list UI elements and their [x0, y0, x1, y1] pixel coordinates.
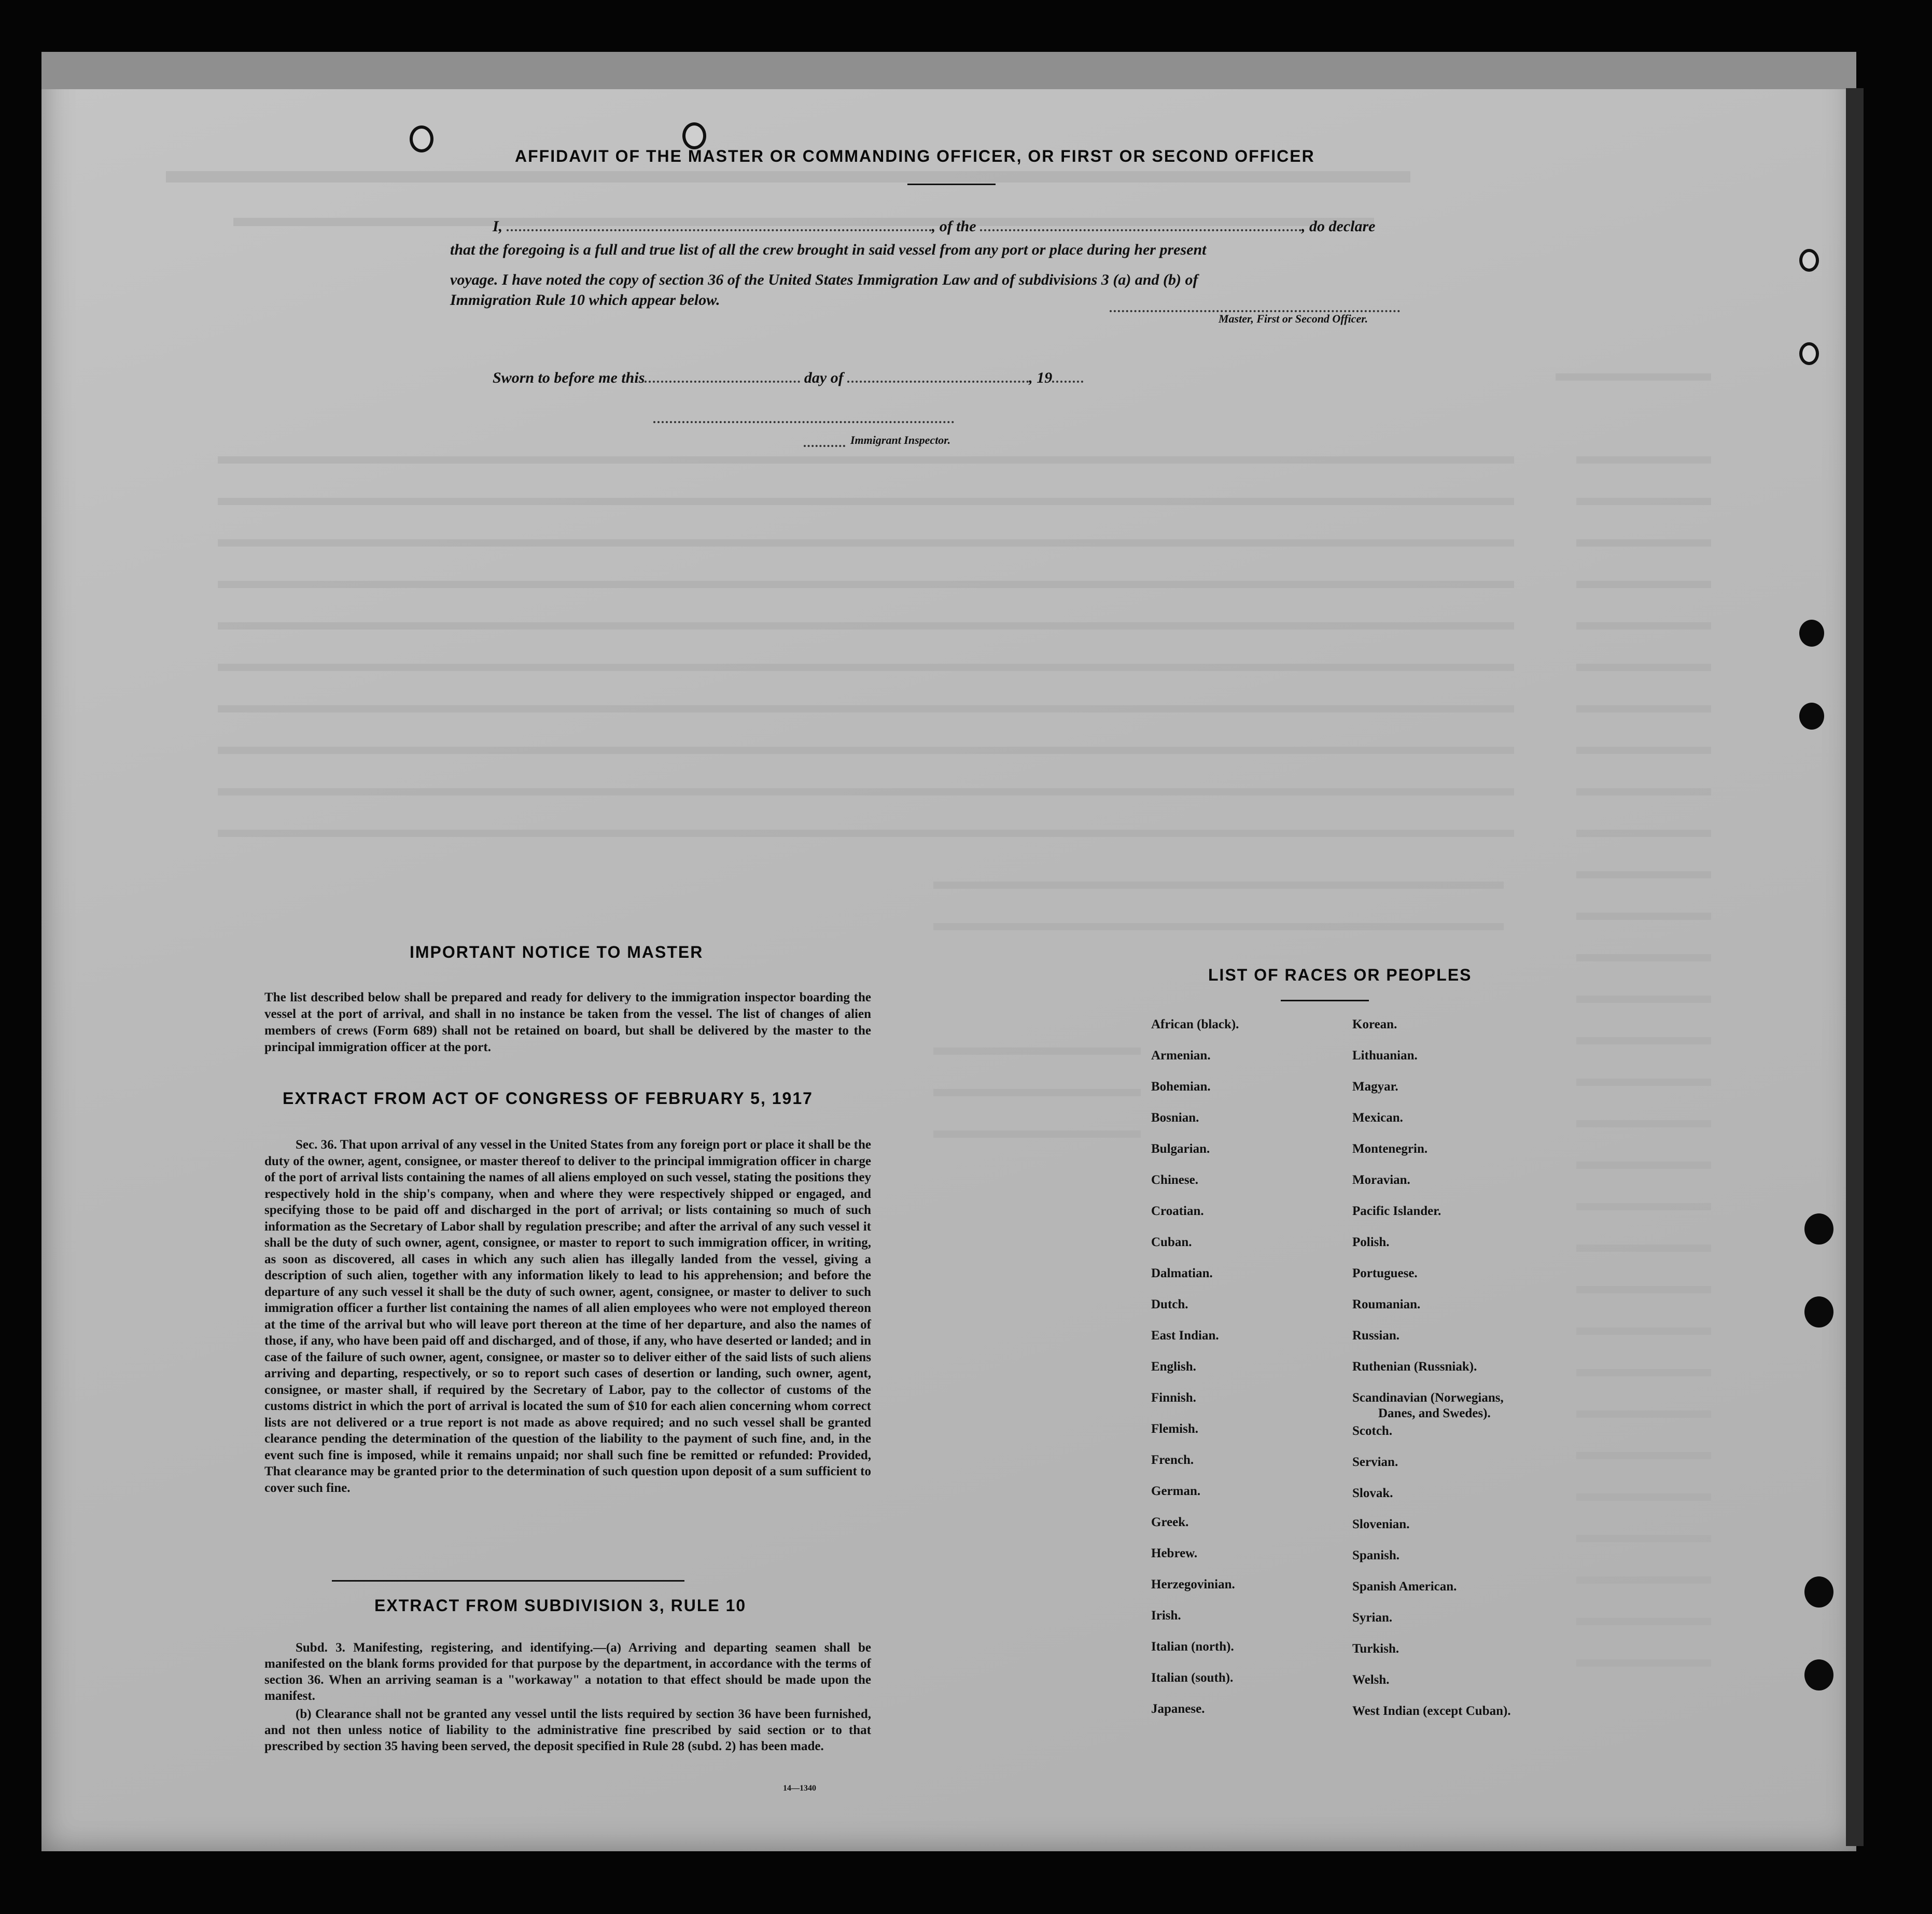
race-item: Korean. [1352, 1017, 1397, 1031]
race-item: French. [1151, 1453, 1194, 1467]
affidavit-declaration-line1 [493, 218, 1375, 235]
sworn-year-field[interactable] [1052, 381, 1083, 383]
race-item: Spanish American. [1352, 1580, 1457, 1594]
sworn-year: , 19 [1029, 369, 1053, 386]
race-item: Finnish. [1151, 1391, 1196, 1405]
punch-hole [1804, 1213, 1833, 1245]
sheet-right-edge [1846, 88, 1864, 1846]
race-item: Croatian. [1151, 1204, 1204, 1218]
race-item: East Indian. [1151, 1329, 1219, 1343]
race-item: Herzegovinian. [1151, 1577, 1235, 1591]
notice-text: The list described below shall be prepared and ready for delivery to the immigration inspector boarding the vessel at the port of arrival, and shall in no instance be taken from the vessel. The list of changes of alien members of crews (Form 689) shall not be retained on board, but shall be delivered by the master to the principal immigration officer at the port. [264, 990, 871, 1054]
race-item: Montenegrin. [1352, 1142, 1428, 1156]
race-item: Hebrew. [1151, 1546, 1198, 1560]
race-item: Russian. [1352, 1329, 1400, 1343]
punch-hole [410, 125, 433, 152]
race-item: Magyar. [1352, 1080, 1398, 1094]
act-extract-title: EXTRACT FROM ACT OF CONGRESS OF FEBRUARY 5, 1917 [283, 1089, 813, 1108]
race-item: German. [1151, 1484, 1201, 1498]
race-item: Mexican. [1352, 1111, 1403, 1125]
race-item: Bosnian. [1151, 1111, 1199, 1125]
inspector-signature-line-lead [804, 445, 845, 447]
declare-i: I, [493, 218, 503, 235]
race-item: Lithuanian. [1352, 1049, 1418, 1063]
race-item: Cuban. [1151, 1235, 1192, 1249]
section-divider [332, 1580, 684, 1582]
rule-extract-para-b: (b) Clearance shall not be granted any vessel until the lists required by section 36 have been furnished, and not then unless notice of liability to the administrative fine prescribed by said section or to that prescribed by section 35 having been served, the deposit specified in Rule 28 (subd. 2) has been made. [264, 1707, 871, 1753]
sworn-date-field[interactable] [645, 381, 800, 383]
race-item: West Indian (except Cuban). [1352, 1704, 1511, 1718]
race-item: Greek. [1151, 1515, 1189, 1529]
race-item: Dalmatian. [1151, 1266, 1213, 1280]
race-item: Slovenian. [1352, 1517, 1410, 1531]
punch-hole [1799, 249, 1819, 272]
punch-hole [1799, 620, 1824, 647]
notice-title: IMPORTANT NOTICE TO MASTER [410, 943, 704, 961]
race-item: Dutch. [1151, 1297, 1188, 1311]
sheet-top-edge [41, 52, 1856, 89]
affidavit-declaration-line2: that the foregoing is a full and true list of all the crew brought in said vessel from any port or place during her present [450, 241, 1207, 258]
declare-of-the: , of the [931, 218, 976, 235]
master-signature-label: Master, First or Second Officer. [1219, 312, 1368, 325]
race-item: Bulgarian. [1151, 1142, 1210, 1156]
punch-hole [682, 122, 706, 149]
act-extract-text: Sec. 36. That upon arrival of any vessel in the United States from any foreign port or place it shall be the duty of the owner, agent, consignee, or master thereof to deliver to the principal immigration officer in charge of the port of arrival lists containing the names of all aliens employed on such vessel, stating the positions they respectively hold in the ship's company, when and where they were respectively shipped or engaged, and specifying those to be paid off and discharged in the port of arrival; or lists containing so much of such information as the Secretary of Labor shall by regulation prescribe; and after the arrival of any such vessel it shall be the duty of such owner, agent, consignee, or master to report to such immigration officer, in writing, as soon as discovered, all cases in which any such alien has illegally landed from the vessel, giving a description of such alien, together with any information likely to lead to his apprehension; and before the departure of any such vessel it shall be the duty of such owner, agent, consignee, or master to deliver to such immigration officer a further list containing the names of all alien employees who were not employed thereon at the time of the arrival but who will leave port thereon at the time of her departure, and also the names of those, if any, who have been paid off and discharged, and of those, if any, who have deserted or landed; and in case of the failure of such owner, agent, consignee, or master so to deliver either of the said lists of such aliens arriving and departing, respectively, or so to report such cases of desertion or landing, such owner, agent, consignee, or master shall, if required by the Secretary of Labor, pay to the collector of customs of the customs district in which the port of arrival is located the sum of $10 for each alien concerning whom correct lists are not delivered or a true report is not made as above required; and no such vessel shall be granted clearance pending the determination of the question of the liability to the payment of such fine, and, in the event such fine is imposed, while it remains unpaid; nor shall such fine be remitted or refunded: Provided, That clearance may be granted prior to the determination of such question upon deposit of a sum sufficient to cover such fine. [264, 1138, 871, 1495]
punch-hole [1804, 1659, 1833, 1691]
race-item: Scotch. [1352, 1424, 1393, 1438]
races-title: LIST OF RACES OR PEOPLES [1208, 966, 1472, 984]
race-item: Scandinavian (Norwegians, [1352, 1391, 1504, 1405]
race-item: Italian (south). [1151, 1671, 1234, 1685]
punch-hole [1804, 1576, 1833, 1608]
race-item: Slovak. [1352, 1486, 1393, 1500]
affidavit-title-underline [907, 184, 996, 185]
affidavit-title: AFFIDAVIT OF THE MASTER OR COMMANDING OFFICER, OR FIRST OR SECOND OFFICER [515, 147, 1315, 165]
rule-extract-para-a: Subd. 3. Manifesting, registering, and identifying.—(a) Arriving and departing seamen shall be manifested on the blank forms provided for that purpose by the department, in accordance with the terms of section 36. When an arriving seaman is a "workaway" a notation to that effect should be made upon the manifest. [264, 1641, 871, 1703]
race-item: English. [1151, 1360, 1196, 1374]
affidavit-declaration-line4: Immigration Rule 10 which appear below. [450, 291, 720, 309]
race-item: Chinese. [1151, 1173, 1198, 1187]
race-item: Ruthenian (Russniak). [1352, 1360, 1477, 1374]
inspector-label: Immigrant Inspector. [850, 434, 951, 446]
race-item: African (black). [1151, 1017, 1239, 1031]
race-item: Irish. [1151, 1609, 1181, 1623]
punch-hole [1799, 342, 1819, 365]
sworn-line [493, 369, 1083, 387]
sworn-prefix: Sworn to before me this [493, 369, 645, 386]
race-item: Spanish. [1352, 1548, 1400, 1562]
race-item: Syrian. [1352, 1611, 1393, 1625]
race-item: Pacific Islander. [1352, 1204, 1441, 1218]
race-item: Armenian. [1151, 1049, 1211, 1063]
race-item: Italian (north). [1151, 1640, 1234, 1654]
sworn-month-field[interactable] [847, 381, 1029, 383]
race-item: Portuguese. [1352, 1266, 1418, 1280]
race-item: Japanese. [1151, 1702, 1205, 1716]
vessel-name-field[interactable] [980, 229, 1301, 231]
race-item: Turkish. [1352, 1642, 1399, 1656]
race-item: Danes, and Swedes). [1378, 1406, 1491, 1420]
inspector-signature-line[interactable] [653, 421, 954, 423]
race-item: Polish. [1352, 1235, 1390, 1249]
race-item: Moravian. [1352, 1173, 1410, 1187]
race-item: Roumanian. [1352, 1297, 1421, 1311]
affidavit-declaration-line3: voyage. I have noted the copy of section 36 of the United States Immigration Law and of subdivisions 3 (a) and (b) of [450, 271, 1198, 288]
sworn-day-of: day of [804, 369, 844, 386]
race-item: Bohemian. [1151, 1080, 1211, 1094]
races-title-underline [1281, 1000, 1369, 1001]
rule-extract-title: EXTRACT FROM SUBDIVISION 3, RULE 10 [374, 1596, 747, 1615]
master-name-field[interactable] [507, 229, 932, 231]
race-item: Servian. [1352, 1455, 1398, 1469]
race-item: Welsh. [1352, 1673, 1390, 1687]
race-item: Flemish. [1151, 1422, 1198, 1436]
punch-hole [1804, 1296, 1833, 1328]
punch-hole [1799, 703, 1824, 730]
declare-do: , do declare [1301, 218, 1376, 235]
form-number: 14—1340 [783, 1784, 816, 1793]
